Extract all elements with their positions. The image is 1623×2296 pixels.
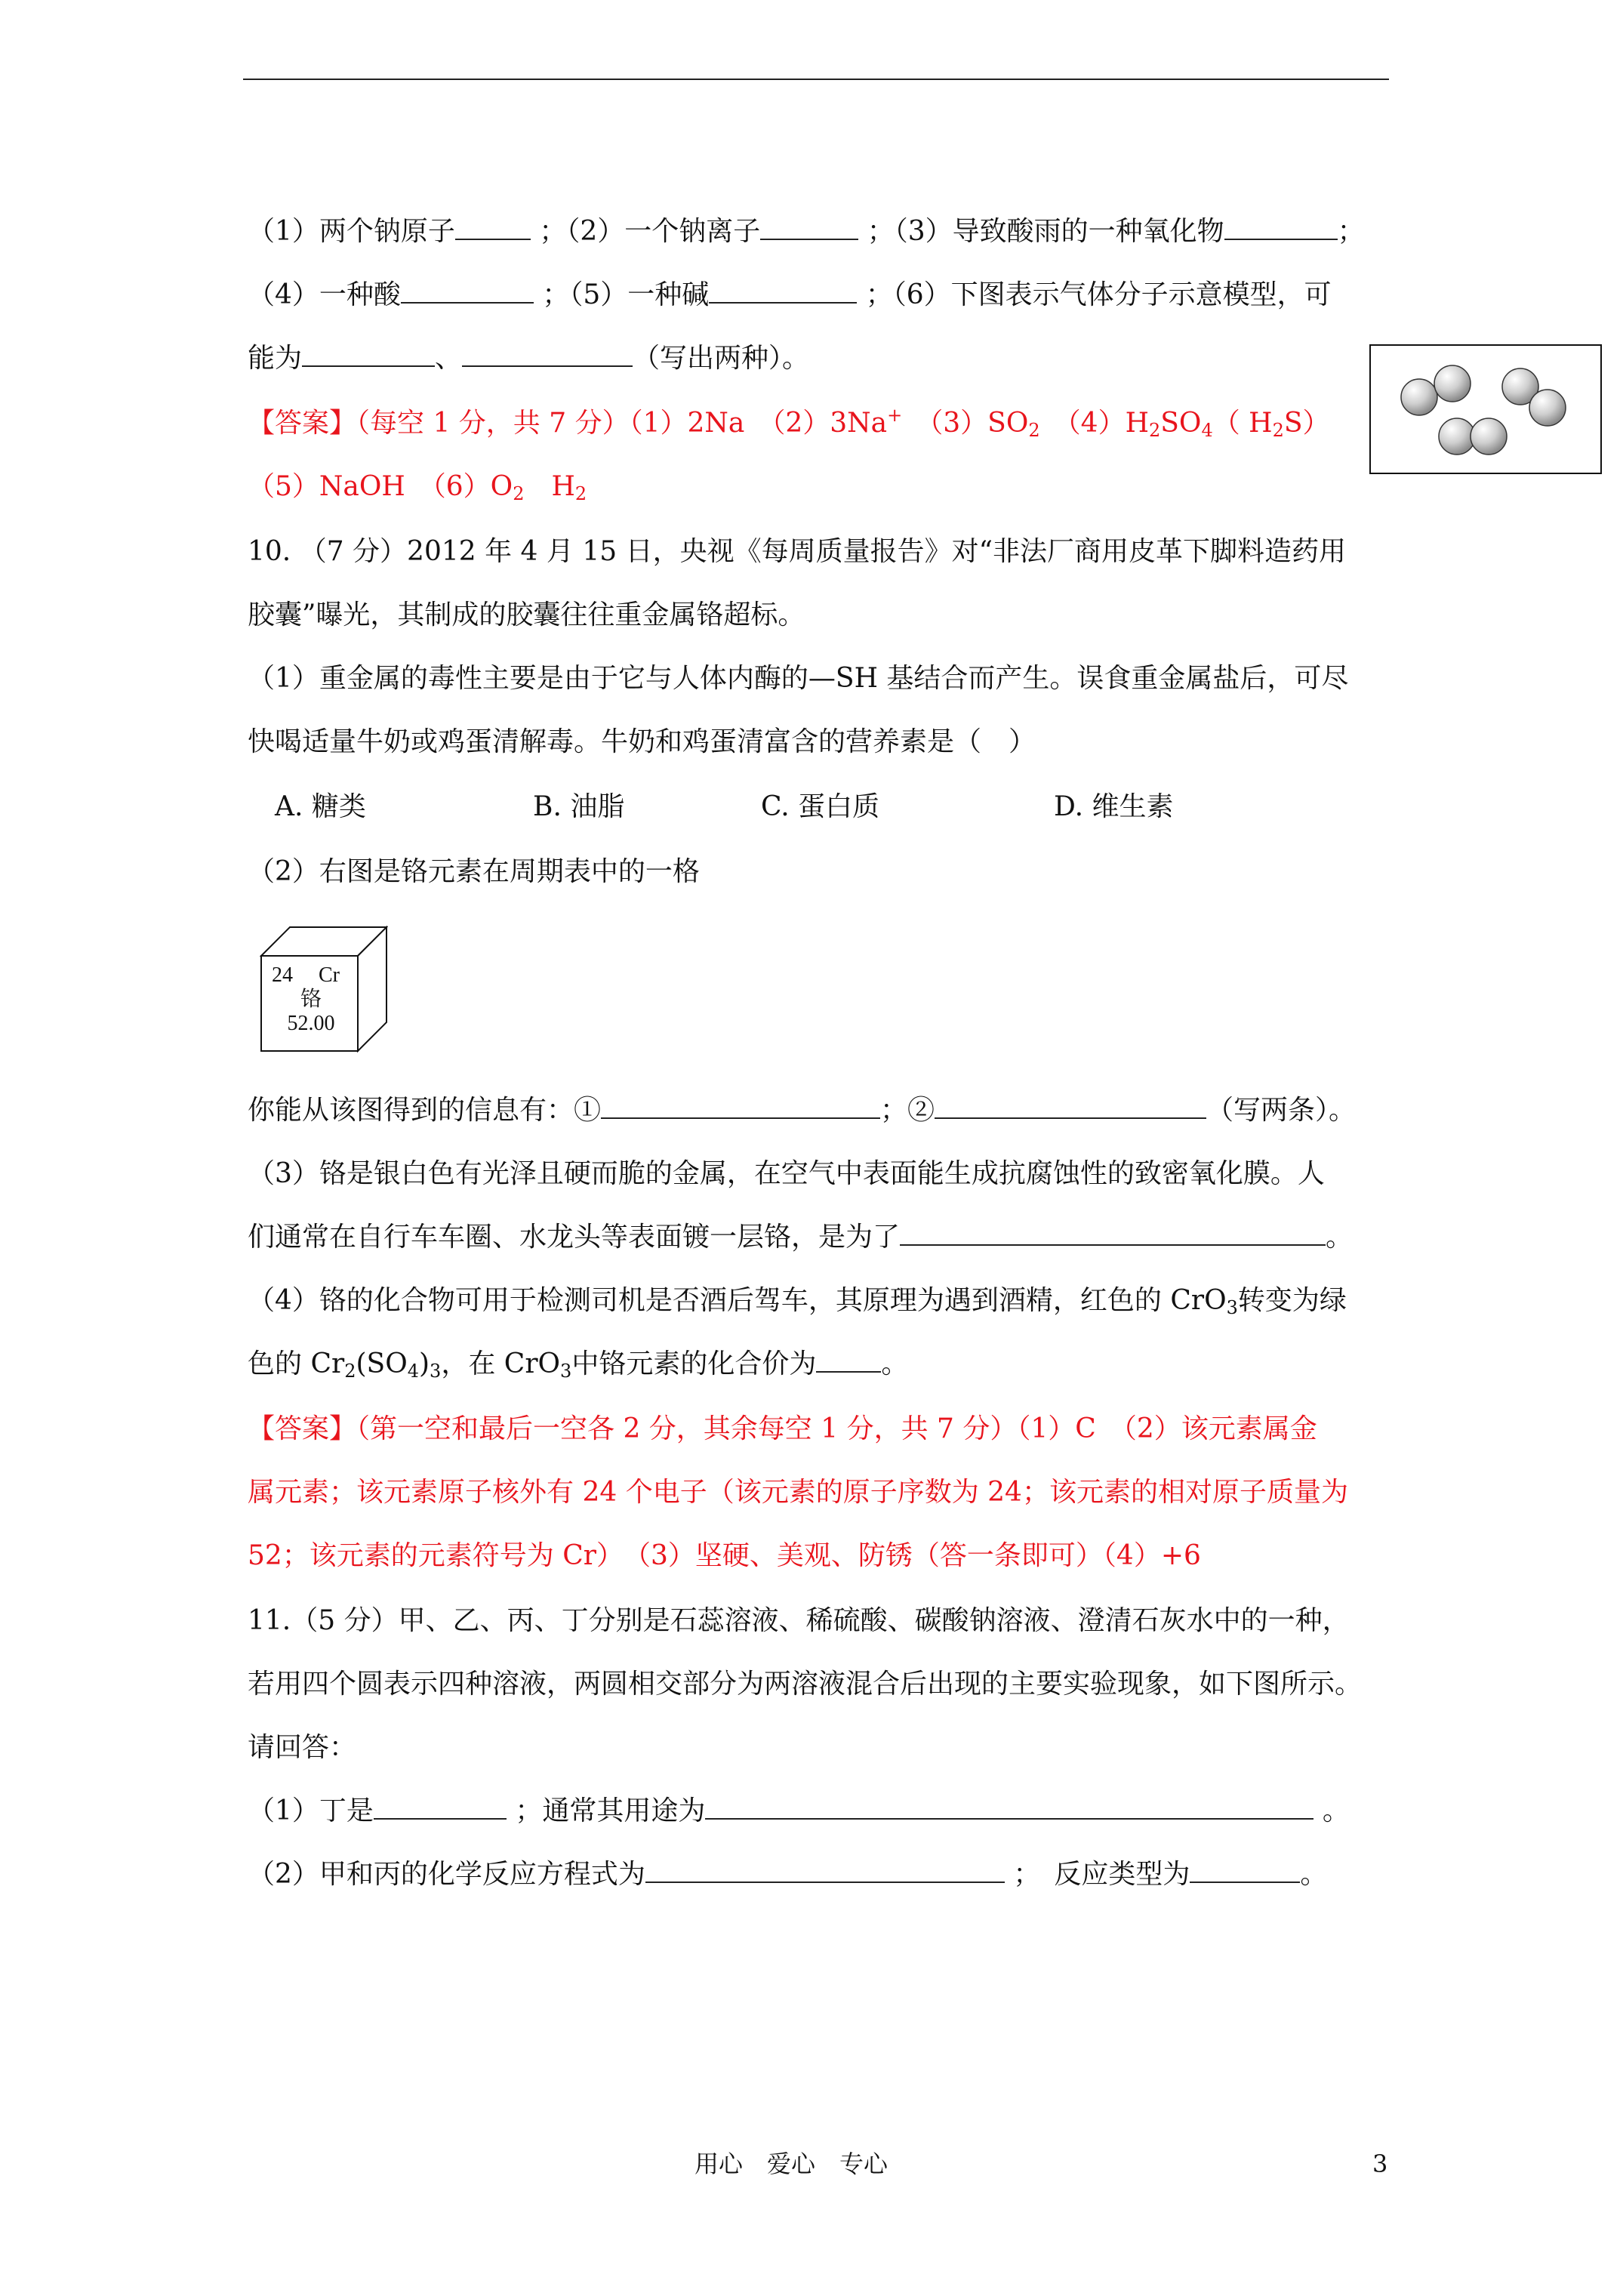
q9-text: （4）一种酸 <box>248 279 401 310</box>
periodic-table-cell <box>260 926 388 1052</box>
q9-text: 能为 <box>248 343 303 374</box>
q10-answer-line2: 属元素；该元素原子核外有 24 个电子（该元素的原子序数为 24；该元素的相对原子质量为 <box>248 1477 1348 1508</box>
q10-part2: （2）右图是铬元素在周期表中的一格 <box>248 856 700 887</box>
atomic-mass: 52.00 <box>287 1012 335 1035</box>
answer-text: SO <box>1160 408 1202 439</box>
cell-text <box>267 963 355 1036</box>
q10-text: (SO <box>356 1348 408 1379</box>
q10-text: 色的 Cr <box>248 1348 345 1379</box>
q9-answer-line2 <box>248 468 587 506</box>
q9-text: ；（5）一种碱 <box>542 279 710 310</box>
q9-text: ；（2）一个钠离子 <box>539 216 761 247</box>
q11-text: 。 <box>1322 1795 1350 1826</box>
answer-blank[interactable] <box>455 213 531 240</box>
q10-text: （4）铬的化合物可用于检测司机是否酒后驾车，其原理为遇到酒精，红色的 CrO <box>248 1285 1227 1316</box>
q9-answer-line1 <box>248 405 1330 442</box>
answer-blank[interactable] <box>1224 213 1338 240</box>
q10-text: 中铬元素的化合价为 <box>571 1348 817 1379</box>
page-number: 3 <box>1372 2150 1388 2178</box>
q10-part1: 快喝适量牛奶或鸡蛋清解毒。牛奶和鸡蛋清富含的营养素是（ ） <box>248 726 1036 757</box>
q10-text: 。 <box>881 1348 909 1379</box>
answer-blank[interactable] <box>645 1856 1005 1883</box>
answer-blank[interactable] <box>401 276 534 304</box>
answer-text: 2 <box>1272 420 1284 441</box>
answer-text: 4 <box>1201 420 1213 441</box>
answer-text: 2 <box>574 483 587 504</box>
header-rule <box>243 79 1389 80</box>
answer-text: 2 <box>1148 420 1161 441</box>
q10-intro: 10. （7 分）2012 年 4 月 15 日，央视《每周质量报告》对“非法厂商用皮革下脚料造药用 <box>248 536 1346 567</box>
answer-blank[interactable] <box>1190 1856 1300 1883</box>
q10-text: 3 <box>560 1361 572 1382</box>
answer-text: + <box>887 405 903 426</box>
q11-text: 。 <box>1300 1859 1328 1890</box>
element-name: 铬 <box>300 988 322 1011</box>
q10-part4-line2 <box>248 1345 908 1383</box>
q11-text: ； 反应类型为 <box>1013 1859 1190 1890</box>
answer-blank[interactable] <box>760 213 858 240</box>
answer-blank[interactable] <box>302 340 435 367</box>
molecule-atom <box>1471 418 1507 455</box>
q10-answer-line1 <box>248 1410 1317 1448</box>
q9-text: ；（3）导致酸雨的一种氧化物 <box>867 216 1224 247</box>
q11-text: （1）丁是 <box>248 1795 374 1826</box>
q9-text: 、 <box>435 343 463 374</box>
option-b[interactable]: B. 油脂 <box>533 791 625 822</box>
q11-intro: 11.（5 分）甲、乙、丙、丁分别是石蕊溶液、稀硫酸、碳酸钠溶液、澄清石灰水中的一种， <box>248 1605 1350 1636</box>
q10-text: ) <box>419 1348 430 1379</box>
q10-part3-blank <box>248 1219 1353 1256</box>
q10-text: 4 <box>407 1361 419 1382</box>
q10-text: ，在 CrO <box>441 1348 561 1379</box>
q9-line2 <box>248 276 1332 314</box>
option-d[interactable]: D. 维生素 <box>1054 791 1174 822</box>
q10-text: 们通常在自行车车圈、水龙头等表面镀一层铬，是为了 <box>248 1222 901 1253</box>
atomic-number: 24 <box>272 963 293 987</box>
q10-text: 。 <box>1326 1222 1354 1253</box>
q11-intro: 请回答： <box>248 1732 357 1763</box>
element-symbol: Cr <box>319 963 340 987</box>
answer-blank[interactable] <box>705 1792 1313 1820</box>
q10-text: ；② <box>880 1095 935 1126</box>
answer-text: （第一空和最后一空各 2 分，其余每空 1 分，共 7 分）（1）C （2）该元素属金 <box>356 1413 1317 1444</box>
answer-text: 2 <box>513 483 525 504</box>
q10-intro: 胶囊”曝光，其制成的胶囊往往重金属铬超标。 <box>248 599 805 630</box>
answer-blank[interactable] <box>935 1092 1206 1119</box>
q11-part1 <box>248 1792 1350 1830</box>
answer-text: （3）SO <box>929 408 1029 439</box>
q9-text: （1）两个钠原子 <box>248 216 455 247</box>
q10-text: 3 <box>430 1361 442 1382</box>
answer-tag: 【答案】 <box>248 1413 357 1444</box>
answer-blank[interactable] <box>709 276 857 304</box>
answer-blank[interactable] <box>374 1792 507 1820</box>
option-a[interactable]: A. 糖类 <box>275 791 366 822</box>
q9-text: （写出两种）。 <box>633 343 810 374</box>
molecule-atom <box>1439 418 1475 455</box>
footer-motto: 用心 爱心 专心 <box>694 2150 888 2178</box>
answer-blank[interactable] <box>462 340 633 367</box>
answer-text: H <box>551 471 575 502</box>
molecule-atom <box>1529 390 1566 426</box>
answer-text: （4）H <box>1067 408 1149 439</box>
answer-blank[interactable] <box>816 1345 881 1373</box>
answer-text: 2 <box>1028 420 1040 441</box>
answer-text: （5）NaOH （6）O <box>248 471 513 502</box>
gas-molecule-model-figure <box>1369 344 1602 474</box>
answer-blank[interactable] <box>900 1219 1326 1246</box>
q10-text: （写两条）。 <box>1206 1095 1357 1126</box>
answer-tag: 【答案】 <box>248 408 357 439</box>
q10-answer-line3: 52；该元素的元素符号为 Cr） （3）坚硬、美观、防锈（答一条即可）（4）+6 <box>248 1540 1201 1571</box>
answer-text: （每空 1 分，共 7 分）（1）2Na （2）3Na <box>356 408 888 439</box>
answer-blank[interactable] <box>601 1092 880 1119</box>
q10-text: 你能从该图得到的信息有：① <box>248 1095 602 1126</box>
answer-text: （ H <box>1212 408 1273 439</box>
q10-text: 2 <box>344 1361 356 1382</box>
q10-part3: （3）铬是银白色有光泽且硬而脆的金属，在空气中表面能生成抗腐蚀性的致密氧化膜。人 <box>248 1158 1325 1189</box>
q11-intro: 若用四个圆表示四种溶液，两圆相交部分为两溶液混合后出现的主要实验现象，如下图所示。 <box>248 1669 1363 1700</box>
q10-part2-blanks <box>248 1092 1356 1130</box>
answer-text: S） <box>1283 408 1330 439</box>
option-c[interactable]: C. 蛋白质 <box>761 791 880 822</box>
q11-text: ；通常其用途为 <box>515 1795 706 1826</box>
molecule-atom <box>1434 365 1471 402</box>
q10-options <box>248 788 1380 826</box>
q10-part1: （1）重金属的毒性主要是由于它与人体内酶的—SH 基结合而产生。误食重金属盐后，可尽 <box>248 663 1349 694</box>
q9-text: ；（6）下图表示气体分子示意模型，可 <box>865 279 1332 310</box>
q9-text: ； <box>1337 216 1365 247</box>
q9-line3 <box>248 340 809 378</box>
q10-part4-line1 <box>248 1282 1347 1320</box>
q11-text: （2）甲和丙的化学反应方程式为 <box>248 1859 645 1890</box>
q10-text: 3 <box>1226 1297 1238 1318</box>
q11-part2 <box>248 1856 1327 1894</box>
q10-text: 转变为绿 <box>1237 1285 1347 1316</box>
molecule-atom <box>1401 379 1437 415</box>
q9-line1 <box>248 213 1365 251</box>
